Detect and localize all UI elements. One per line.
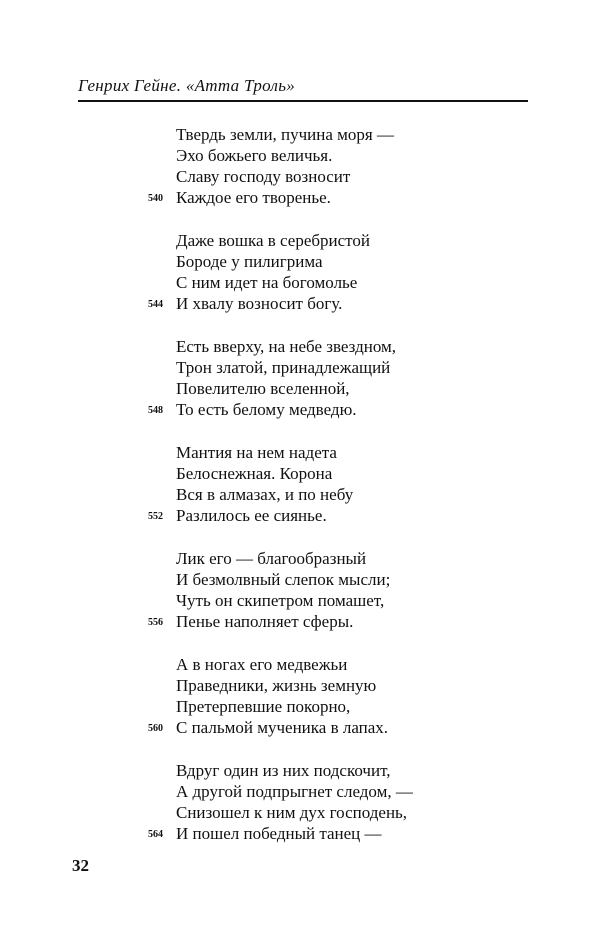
verse-line: Праведники, жизнь земную: [176, 676, 377, 695]
verse-line-numbered: [148, 293, 476, 314]
stanza: [148, 442, 476, 526]
line-number: 564: [148, 829, 163, 840]
verse-line: Бороде у пилигрима: [176, 252, 323, 271]
verse-line-numbered: [148, 505, 476, 526]
verse-line: С ним идет на богомолье: [176, 273, 358, 292]
verse-line-text: Разлилось ее сиянье.: [176, 506, 327, 525]
stanza: [148, 124, 476, 208]
verse-line-numbered: [148, 399, 476, 420]
line-number: 552: [148, 511, 163, 522]
verse-line: Даже вошка в серебристой: [176, 231, 370, 250]
verse-line: Лик его — благообразный: [176, 549, 367, 568]
verse-line: Чуть он скипетром помашет,: [176, 591, 385, 610]
line-number: 548: [148, 405, 163, 416]
verse-line: Твердь земли, пучина моря —: [176, 125, 395, 144]
verse-line: Снизошел к ним дух господень,: [176, 803, 408, 822]
verse-line-text: И пошел победный танец —: [176, 824, 382, 843]
verse-line: Трон златой, принадлежащий: [176, 358, 391, 377]
verse-line-numbered: [148, 611, 476, 632]
verse-line-numbered: [148, 823, 476, 844]
verse-line: Мантия на нем надета: [176, 443, 337, 462]
page-number: 32: [72, 856, 89, 875]
line-number: 560: [148, 723, 163, 734]
line-number: 556: [148, 617, 163, 628]
verse-line: Вдруг один из них подскочит,: [176, 761, 391, 780]
stanza: [148, 230, 476, 314]
verse-line: Белоснежная. Корона: [176, 464, 333, 483]
verse-line-text: И хвалу возносит богу.: [176, 294, 343, 313]
verse-line-numbered: [148, 717, 476, 738]
verse-line: И безмолвный слепок мысли;: [176, 570, 391, 589]
line-number: 544: [148, 299, 163, 310]
verse-line: Повелителю вселенной,: [176, 379, 350, 398]
verse-line: Эхо божьего величья.: [176, 146, 333, 165]
stanza: [148, 654, 476, 738]
verse-line-text: То есть белому медведю.: [176, 400, 357, 419]
running-header: Генрих Гейне. «Атта Троль»: [78, 76, 296, 95]
verse-line: А другой подпрыгнет следом, —: [176, 782, 413, 801]
stanza: [148, 548, 476, 632]
verse-line-numbered: [148, 187, 476, 208]
line-number: 540: [148, 193, 163, 204]
verse-line: Славу господу возносит: [176, 167, 351, 186]
verse-line: Вся в алмазах, и по небу: [176, 485, 354, 504]
verse-line: А в ногах его медвежьи: [176, 655, 348, 674]
stanza: [148, 760, 476, 844]
poem-body: [148, 124, 476, 866]
verse-line-text: С пальмой мученика в лапах.: [176, 718, 389, 737]
header-rule: [78, 100, 528, 102]
verse-line-text: Пенье наполняет сферы.: [176, 612, 354, 631]
verse-line: Претерпевшие покорно,: [176, 697, 351, 716]
verse-line-text: Каждое его творенье.: [176, 188, 331, 207]
stanza: [148, 336, 476, 420]
verse-line: Есть вверху, на небе звездном,: [176, 337, 397, 356]
